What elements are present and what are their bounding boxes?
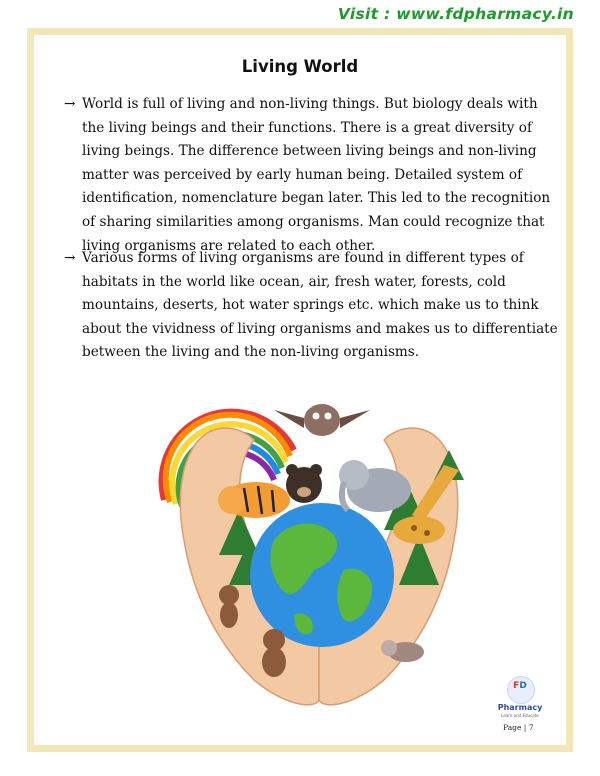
page-frame [27,28,573,752]
logo-d: D [519,681,527,691]
hands-holding-earth-with-animals-icon [144,370,494,720]
logo-initials [507,681,533,691]
page-number: Page | 7 [503,723,534,732]
paragraph-1-text: World is full of living and non-living things. But biology deals with the living beings and their functions. There is a great diversity of living beings. The difference between living beings and non-living matter was perceived by early human being. Detailed system of identification, nomenclature began later. This led to the recognition of sharing similarities among organisms. Man could recognize that living organisms are related to each other. [82,96,551,254]
earth-globe-icon [250,503,394,647]
page-title: Living World [241,57,359,76]
paragraph-2-text: Various forms of living organisms are found in different types of habitats in the world like ocean, air, fresh water, forests, cold mountains, deserts, hot water springs etc. which make us to think about the vividness of living organisms and makes us to differentiate between the living and the non-living organisms. [82,250,558,361]
fd-pharmacy-logo [495,676,545,726]
arrow-bullet-icon: → [64,250,76,266]
website-header[interactable]: Visit : www.fdpharmacy.in [337,5,574,23]
paragraph-1 [64,93,562,258]
tiger-icon [218,482,290,518]
logo-tagline: Learn and Educate [501,713,539,718]
paragraph-2 [64,247,562,365]
logo-f: F [513,681,520,691]
bear-icon [286,464,322,503]
arrow-bullet-icon: → [64,96,76,112]
owl-icon [274,404,370,436]
logo-brand: Pharmacy [497,703,543,712]
